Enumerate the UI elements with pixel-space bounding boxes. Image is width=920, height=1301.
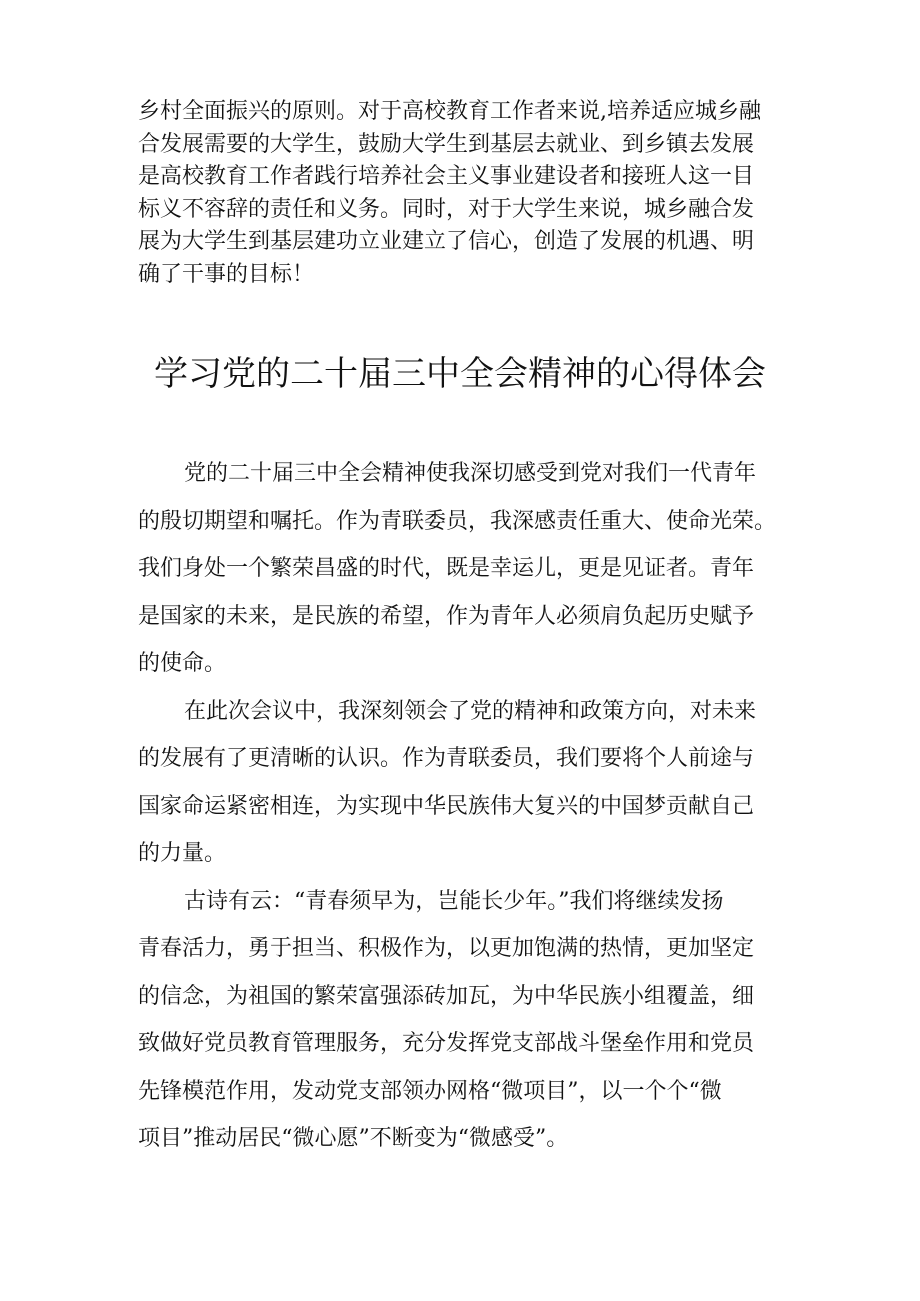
- text-line: 项目”推动居民“微心愿”不断变为“微感受”。: [138, 1126, 569, 1151]
- text-line: 是高校教育工作者践行培养社会主义事业建设者和接班人这一目: [138, 164, 755, 189]
- text-line: 在此次会议中，我深刻领会了党的精神和政策方向，对未来: [184, 698, 757, 724]
- paragraph-2: [138, 688, 798, 878]
- text-line: 合发展需要的大学生，鼓励大学生到基层去就业、到乡镇去发展: [138, 131, 755, 157]
- text-line: 国家命运紧密相连，为实现中华民族伟大复兴的中国梦贡献自己: [138, 793, 755, 819]
- intro-paragraph: [138, 96, 798, 291]
- text-line: 党的二十届三中全会精神使我深切感受到党对我们一代青年: [184, 461, 757, 486]
- body-text: [138, 450, 798, 1163]
- text-line: 乡村全面振兴的原则。对于高校教育工作者来说,培养适应城乡融: [138, 99, 761, 124]
- paragraph-3: [138, 878, 798, 1163]
- text-line: 的力量。: [138, 841, 227, 866]
- text-line: 古诗有云：“青春须早为，岂能长少年。”我们将继续发扬: [184, 888, 724, 914]
- text-line: 的信念，为祖国的繁荣富强添砖加瓦，为中华民族小组覆盖，细: [138, 983, 755, 1009]
- text-line: 青春活力，勇于担当、积极作为，以更加饱满的热情，更加坚定: [138, 936, 755, 961]
- text-line: 展为大学生到基层建功立业建立了信心，创造了发展的机遇、明: [138, 229, 755, 254]
- text-line: 先锋模范作用，发动党支部领办网格“微项目”，以一个个“微: [138, 1078, 722, 1104]
- text-line: 的使命。: [138, 651, 227, 676]
- text-line: 我们身处一个繁荣昌盛的时代，既是幸运儿，更是见证者。青年: [138, 556, 755, 581]
- document-title: 学习党的二十届三中全会精神的心得体会: [154, 354, 766, 394]
- text-line: 致做好党员教育管理服务，充分发挥党支部战斗堡垒作用和党员: [138, 1031, 755, 1056]
- text-line: 确了干事的目标！: [138, 261, 315, 287]
- paragraph-1: [138, 450, 798, 688]
- text-line: 标义不容辞的责任和义务。同时，对于大学生来说，城乡融合发: [138, 196, 755, 222]
- text-line: 的殷切期望和嘱托。作为青联委员，我深感责任重大、使命光荣。: [138, 508, 777, 534]
- text-line: 是国家的未来，是民族的希望，作为青年人必须肩负起历史赋予: [138, 603, 755, 629]
- text-line: 的发展有了更清晰的认识。作为青联委员，我们要将个人前途与: [138, 746, 755, 771]
